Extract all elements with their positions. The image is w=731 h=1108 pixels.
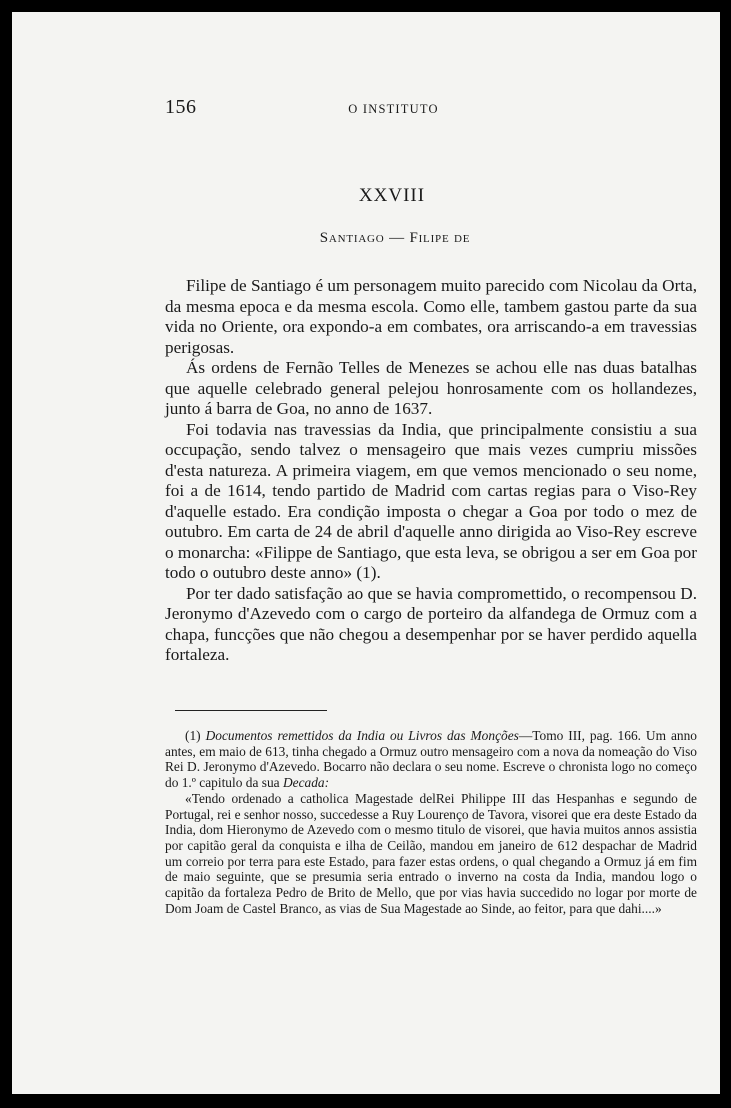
body-paragraph-4: Por ter dado satisfação ao que se havia compromettido, o recompensou D. Jeronymo d'Azevedo com o cargo de porteiro da alfandega de Ormuz com a chapa, funcções que não chegou a desempenhar por se haver perdido aquella fortaleza. xyxy=(165,583,697,664)
body-paragraph-3: Foi todavia nas travessias da India, que principalmente consistiu a sua occupação, sendo talvez o mensageiro que mais vezes cumpriu missões d'esta natureza. A primeira viagem, em que vemos mencionado o seu nome, foi a de 1614, tendo partido de Madrid com cartas regias para o Viso-Rey d'aquelle estado. Era condição imposta o chegar a Goa por todo o mez de outubro. Em carta de 24 de abril d'aquelle anno dirigida ao Viso-Rey escreve o monarcha: «Filippe de Santiago, que esta leva, se obrigou a ser em Goa por todo o outubro deste anno» (1). xyxy=(165,419,697,582)
body-paragraph-2: Ás ordens de Fernão Telles de Menezes se achou elle nas duas batalhas que aquelle celebrado general pelejou honrosamente com os hollandezes, junto á barra de Goa, no anno de 1637. xyxy=(165,358,697,418)
footnote-rule xyxy=(175,710,327,711)
footnote-text: —Tomo III, pag. 166. Um anno antes, em maio de 613, tinha chegado a Ormuz outro mensageiro com a nova da nomeação do Viso Rei D. Jeronymo d'Azevedo. Bocarro não declara o seu nome. Escreve o chronista logo no começo do 1.º capitulo da sua xyxy=(165,728,697,791)
book-page xyxy=(12,12,720,1094)
page-number: 156 xyxy=(165,96,197,118)
footnote-1 xyxy=(165,728,697,791)
body-text xyxy=(165,276,697,666)
footnote-decada: Decada: xyxy=(282,775,330,791)
running-head xyxy=(12,96,720,122)
chapter-number: XXVIII xyxy=(358,185,426,206)
footnotes xyxy=(165,728,697,916)
footnote-marker: (1) xyxy=(185,728,201,743)
footnote-quote: «Tendo ordenado a catholica Magestade delRei Philippe III das Hespanhas e segundo de Portugal, rei e senhor nosso, succedesse a Ruy Lourenço de Tavora, visorei que era deste Estado da India, dom Hieronymo de Azevedo com o mesmo titulo de visorei, que havia muitos annos assistia por capitão geral da conquista e ilha de Ceilão, mandou em janeiro de 612 despachar de Madrid um correio por terra para este Estado, para fazer estas ordens, o qual chegando a Ormuz já em fim de maio seguinte, que se presumia seria entrado o inverno na costa da India, mandou logo o capitão da fortaleza Pedro de Brito de Mello, que por vias havia succedido no logar por morte de Dom Joam de Castel Branco, as vias de Sua Magestade ao Sinde, ao feitor, para que dahi....» xyxy=(165,790,697,916)
body-paragraph-1: Filipe de Santiago é um personagem muito parecido com Nicolau da Orta, da mesma epoca e da mesma escola. Como elle, tambem gastou parte da sua vida no Oriente, ora expondo-a em combates, ora arriscando-a em travessias perigosas. xyxy=(165,276,697,357)
footnote-source-title: Documentos remettidos da India ou Livros das Monções xyxy=(205,728,519,743)
journal-title: O INSTITUTO xyxy=(348,102,439,116)
chapter-title: Santiago — Filipe de xyxy=(319,230,471,246)
